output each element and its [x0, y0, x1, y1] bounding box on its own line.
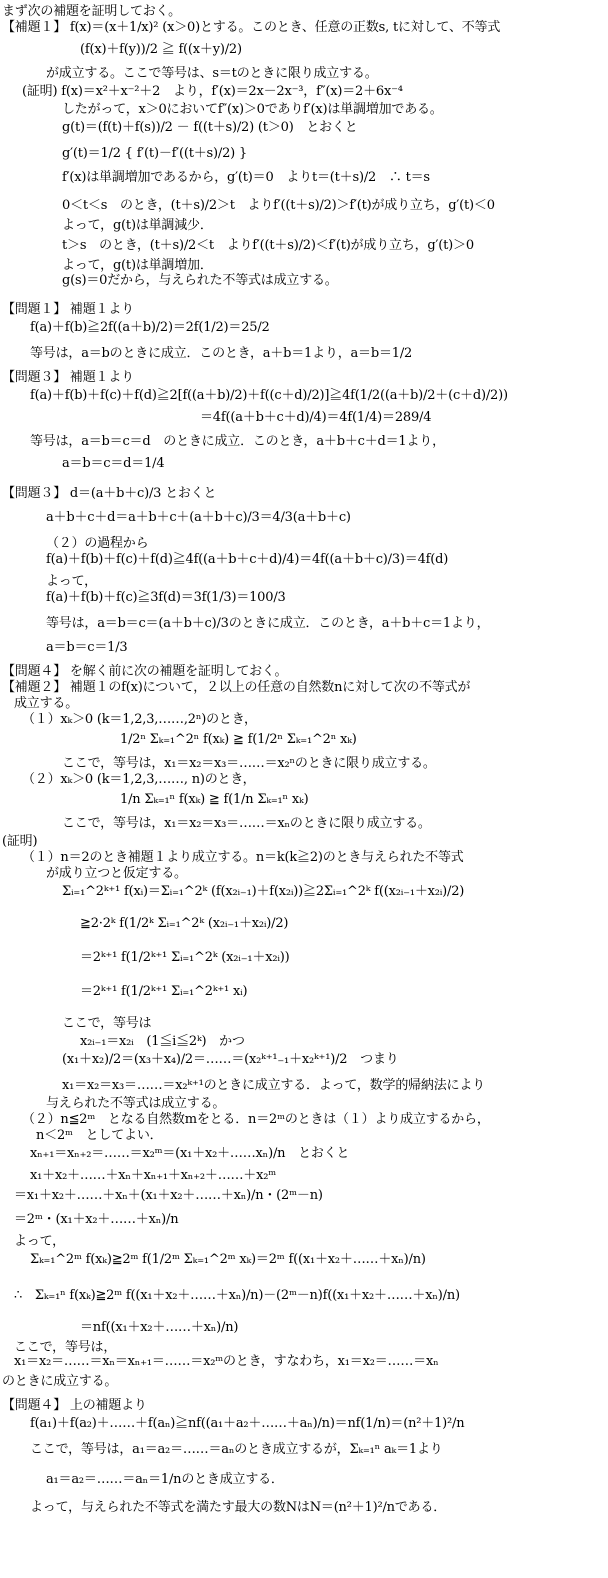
text-line: 【問題４】 上の補題より [2, 1398, 147, 1413]
text-line: (証明) f(x)＝x²＋x⁻²＋2 より，f′(x)＝2x－2x⁻³，f″(x)＝2＋6x⁻⁴ [22, 84, 403, 99]
text-line: xₙ₊₁＝xₙ₊₂＝……＝x₂ᵐ＝(x₁＋x₂＋……xₙ)/n とおくと [30, 1146, 350, 1161]
text-line: f(a)＋f(b)＋f(c)＋f(d)≧4f((a＋b＋c＋d)/4)＝4f((a＋b＋c)/3)＝4f(d) [46, 552, 449, 567]
text-line: n＜2ᵐ としてよい． [36, 1128, 163, 1143]
text-line: a₁＝a₂＝……＝aₙ＝1/nのとき成立する． [46, 1472, 284, 1487]
text-line: f(a₁)＋f(a₂)＋……＋f(aₙ)≧nf((a₁＋a₂＋……＋aₙ)/n)＝nf(1/n)＝(n²＋1)²/n [30, 1416, 465, 1431]
text-line: x₁＝x₂＝……＝xₙ＝xₙ₊₁＝……＝x₂ᵐのとき，すなわち，x₁＝x₂＝……＝xₙ [14, 1354, 439, 1369]
text-line: ＝nf((x₁＋x₂＋……＋xₙ)/n) [80, 1320, 239, 1335]
text-line: 【問題３】 補題１より [2, 370, 134, 385]
text-line: f′(x)は単調増加であるから，g′(t)＝0 よりt＝(t＋s)/2 ∴ t＝s [62, 170, 430, 185]
text-line: 【問題３】 d＝(a＋b＋c)/3 とおくと [2, 486, 217, 501]
text-line: Σᵢ₌₁^2ᵏ⁺¹ f(xᵢ)＝Σᵢ₌₁^2ᵏ (f(x₂ᵢ₋₁)＋f(x₂ᵢ))≧2Σᵢ₌₁^2ᵏ f((x₂ᵢ₋₁＋x₂ᵢ)/2) [62, 884, 465, 899]
text-line: a＋b＋c＋d＝a＋b＋c＋(a＋b＋c)/3＝4/3(a＋b＋c) [46, 510, 351, 525]
text-line: ＝4f((a＋b＋c＋d)/4)＝4f(1/4)＝289/4 [200, 410, 432, 425]
text-line: よって， [14, 1234, 65, 1249]
text-line: 1/n Σₖ₌₁ⁿ f(xₖ) ≧ f(1/n Σₖ₌₁ⁿ xₖ) [120, 792, 309, 807]
text-line: まず次の補題を証明しておく。 [2, 4, 181, 19]
text-line: 【補題１】 f(x)＝(x＋1/x)² (x＞0)とする。このとき、任意の正数s, tに対して、不等式 [2, 20, 501, 35]
text-line: したがって，x＞0においてf″(x)＞0でありf′(x)は単調増加である。 [62, 102, 443, 117]
text-line: が成立する。ここで等号は、s＝tのときに限り成立する。 [46, 66, 378, 81]
text-line: よって，g(t)は単調減少． [62, 218, 213, 233]
text-line: a＝b＝c＝d＝1/4 [62, 456, 165, 471]
text-line: （２）の過程から [46, 536, 149, 551]
text-line: よって，g(t)は単調増加． [62, 258, 213, 273]
text-line: が成り立つと仮定する。 [46, 866, 187, 881]
text-line: ここで，等号は，a₁＝a₂＝……＝aₙのとき成立するが，Σₖ₌₁ⁿ aₖ＝1より [30, 1442, 443, 1457]
text-line: g(t)＝(f(t)＋f(s))/2 － f((t＋s)/2) (t＞0) とおくと [62, 120, 358, 135]
text-line: a＝b＝c＝1/3 [46, 640, 128, 655]
text-line: (x₁＋x₂)/2＝(x₃＋x₄)/2＝……＝(x₂ᵏ⁺¹₋₁＋x₂ᵏ⁺¹)/2 つまり [62, 1052, 399, 1067]
text-line: 1/2ⁿ Σₖ₌₁^2ⁿ f(xₖ) ≧ f(1/2ⁿ Σₖ₌₁^2ⁿ xₖ) [120, 732, 357, 747]
text-line: g′(t)＝1/2 { f′(t)－f′((t＋s)/2) } [62, 146, 248, 161]
text-line: 等号は，a＝b＝c＝d のときに成立．このとき，a＋b＋c＋d＝1より， [30, 434, 445, 449]
text-line: (証明) [2, 834, 38, 849]
text-line: 与えられた不等式は成立する。 [46, 1096, 226, 1111]
text-line: （１）xₖ＞0 (k＝1,2,3,……,2ⁿ)のとき， [22, 712, 257, 727]
text-line: f(a)＋f(b)≧2f((a＋b)/2)＝2f(1/2)＝25/2 [30, 320, 270, 335]
text-line: x₁＋x₂＋……＋xₙ＋xₙ₊₁＋xₙ₊₂＋……＋x₂ᵐ [30, 1168, 277, 1183]
text-line: ＝2ᵏ⁺¹ f(1/2ᵏ⁺¹ Σᵢ₌₁^2ᵏ (x₂ᵢ₋₁＋x₂ᵢ)) [80, 950, 290, 965]
text-line: Σₖ₌₁^2ᵐ f(xₖ)≧2ᵐ f(1/2ᵐ Σₖ₌₁^2ᵐ xₖ)＝2ᵐ f((x₁＋x₂＋……＋xₙ)/n) [30, 1252, 426, 1267]
text-line: ＝2ᵏ⁺¹ f(1/2ᵏ⁺¹ Σᵢ₌₁^2ᵏ⁺¹ xᵢ) [80, 984, 248, 999]
text-line: x₂ᵢ₋₁＝x₂ᵢ (1≦i≦2ᵏ) かつ [80, 1034, 245, 1049]
text-line: ここで，等号は， [14, 1340, 117, 1355]
text-line: ここで，等号は，x₁＝x₂＝x₃＝……＝x₂ⁿのときに限り成立する。 [62, 756, 436, 771]
text-line: ＝x₁＋x₂＋……＋xₙ＋(x₁＋x₂＋……＋xₙ)/n・(2ᵐ－n) [14, 1188, 323, 1203]
text-line: （２）n≦2ᵐ となる自然数mをとる．n＝2ᵐのときは（１）より成立するから， [22, 1112, 490, 1127]
text-line: ここで，等号は，x₁＝x₂＝x₃＝……＝xₙのときに限り成立する。 [62, 816, 431, 831]
text-line: （１）n＝2のとき補題１より成立する。n＝k(k≧2)のとき与えられた不等式 [22, 850, 464, 865]
text-line: x₁＝x₂＝x₃＝……＝x₂ᵏ⁺¹のときに成立する．よって，数学的帰納法により [62, 1078, 485, 1093]
text-line: (f(x)＋f(y))/2 ≧ f((x＋y)/2) [80, 42, 242, 57]
text-line: 等号は，a＝bのときに成立．このとき，a＋b＝1より，a＝b＝1/2 [30, 346, 413, 361]
text-line: のときに成立する。 [2, 1374, 118, 1389]
text-line: 0＜t＜s のとき，(t＋s)/2＞t よりf′((t＋s)/2)＞f′(t)が成り立ち，g′(t)＜0 [62, 198, 495, 213]
text-line: 【問題１】 補題１より [2, 302, 134, 317]
text-line: g(s)＝0だから，与えられた不等式は成立する。 [62, 273, 338, 288]
text-line: ≧2·2ᵏ f(1/2ᵏ Σᵢ₌₁^2ᵏ (x₂ᵢ₋₁＋x₂ᵢ)/2) [80, 916, 289, 931]
text-line: 成立する。 [14, 696, 79, 711]
text-line: ∴ Σₖ₌₁ⁿ f(xₖ)≧2ᵐ f((x₁＋x₂＋……＋xₙ)/n)－(2ᵐ－n)f((x₁＋x₂＋……＋xₙ)/n) [14, 1288, 460, 1303]
text-line: 等号は，a＝b＝c＝(a＋b＋c)/3のときに成立．このとき，a＋b＋c＝1より， [46, 616, 490, 631]
text-line: ＝2ᵐ・(x₁＋x₂＋……＋xₙ)/n [14, 1212, 179, 1227]
text-line: （２）xₖ＞0 (k＝1,2,3,……, n)のとき， [22, 772, 256, 787]
text-line: 【補題２】 補題１のf(x)について，２以上の任意の自然数nに対して次の不等式が [2, 680, 471, 695]
text-line: ここで，等号は [62, 1016, 152, 1031]
text-line: よって，与えられた不等式を満たす最大の数NはN＝(n²＋1)²/nである． [30, 1500, 447, 1515]
text-line: よって， [46, 574, 97, 589]
text-line: f(a)＋f(b)＋f(c)＋f(d)≧2[f((a＋b)/2)＋f((c＋d)/2)]≧4f(1/2((a＋b)/2＋(c＋d)/2)) [30, 388, 508, 403]
text-line: f(a)＋f(b)＋f(c)≧3f(d)＝3f(1/3)＝100/3 [46, 590, 286, 605]
text-line: t＞s のとき，(t＋s)/2＜t よりf′((t＋s)/2)＜f′(t)が成り立ち，g′(t)＞0 [62, 238, 474, 253]
text-line: 【問題４】 を解く前に次の補題を証明しておく。 [2, 664, 288, 679]
